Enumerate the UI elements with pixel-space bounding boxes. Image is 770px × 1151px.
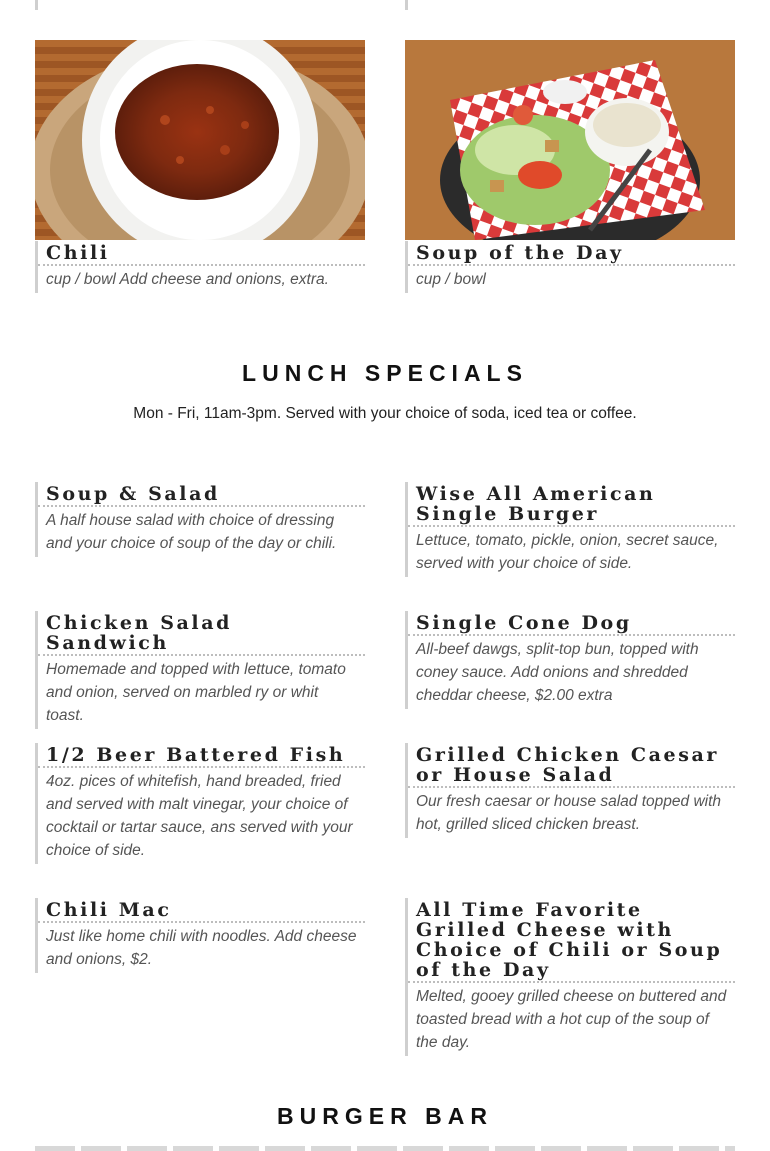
- item-description: All-beef dawgs, split-top bun, topped with coney sauce. Add onions and shredded cheddar cheese, $2.00 extra: [416, 641, 699, 704]
- item-description: cup / bowl Add cheese and onions, extra.: [46, 271, 329, 288]
- menu-item: [405, 898, 735, 1056]
- menu-item: [35, 482, 365, 557]
- item-name: All Time Favorite Grilled Cheese with Choice of Chili or Soup of the Day: [408, 898, 735, 983]
- menu-item-chili: [35, 241, 365, 293]
- item-description: A half house salad with choice of dressing and your choice of soup of the day or chili.: [46, 512, 337, 552]
- item-description: 4oz. pices of whitefish, hand breaded, fried and served with malt vinegar, your choice of cocktail or tartar sauce, ans served with your choice of side.: [46, 773, 353, 859]
- soup-salad-photo: [405, 40, 735, 240]
- cut-off-text-line: [35, 1146, 735, 1151]
- menu-item: [35, 743, 365, 864]
- menu-item: [405, 482, 735, 577]
- item-name: Single Cone Dog: [408, 611, 735, 636]
- section-title-lunch-specials: LUNCH SPECIALS: [242, 360, 528, 386]
- item-name: Soup of the Day: [408, 241, 735, 266]
- menu-item-soup-of-the-day: [405, 241, 735, 293]
- chili-photo: [35, 40, 365, 240]
- menu-item: [405, 743, 735, 838]
- item-name: 1/2 Beer Battered Fish: [38, 743, 365, 768]
- previous-item-edge: [405, 0, 408, 10]
- section-subtitle: Mon - Fri, 11am-3pm. Served with your choice of soda, iced tea or coffee.: [133, 405, 637, 422]
- previous-item-edge: [35, 0, 38, 10]
- item-name: Grilled Chicken Caesar or House Salad: [408, 743, 735, 788]
- item-name: Soup & Salad: [38, 482, 365, 507]
- item-description: cup / bowl: [416, 271, 486, 288]
- item-description: Homemade and topped with lettuce, tomato and onion, served on marbled ry or whit toast.: [46, 661, 346, 724]
- menu-item: [35, 898, 365, 973]
- item-description: Melted, gooey grilled cheese on buttered and toasted bread with a hot cup of the soup of the day.: [416, 988, 727, 1051]
- item-name: Chicken Salad Sandwich: [38, 611, 365, 656]
- section-title-burger-bar: BURGER BAR: [277, 1103, 493, 1129]
- item-name: Wise All American Single Burger: [408, 482, 735, 527]
- menu-item: [405, 611, 735, 709]
- item-description: Lettuce, tomato, pickle, onion, secret sauce, served with your choice of side.: [416, 532, 719, 572]
- item-name: Chili Mac: [38, 898, 365, 923]
- item-name: Chili: [38, 241, 365, 266]
- item-description: Just like home chili with noodles. Add cheese and onions, $2.: [46, 928, 357, 968]
- item-description: Our fresh caesar or house salad topped with hot, grilled sliced chicken breast.: [416, 793, 722, 833]
- menu-item: [35, 611, 365, 729]
